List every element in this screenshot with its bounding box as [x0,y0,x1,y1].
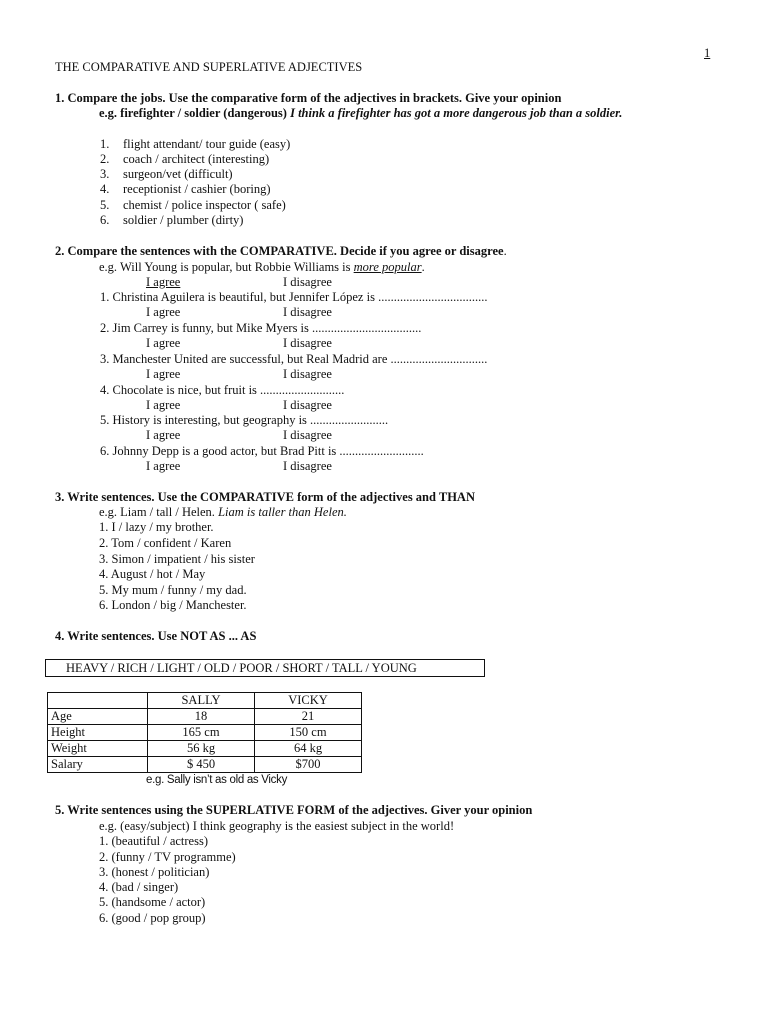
section-1-example-prefix: e.g. firefighter / soldier (dangerous) [99,106,287,120]
section-1-example [99,106,622,121]
page-title: THE COMPARATIVE AND SUPERLATIVE ADJECTIVES [55,60,363,74]
section-5-item: 6. (good / pop group) [99,911,206,925]
table-cell: $ 450 [148,757,255,773]
table-row-label: Height [48,725,148,741]
disagree-option[interactable]: I disagree [283,275,332,289]
table-header-row [48,693,362,709]
section-2-example-answer: more popular [353,260,422,274]
section-3-item: 5. My mum / funny / my dad. [99,583,247,597]
table-row [48,725,362,741]
section-3-item: 4. August / hot / May [99,567,206,581]
adjective-word-box [45,659,485,677]
agree-option[interactable]: I agree [146,428,181,442]
agree-option[interactable]: I agree [146,367,181,381]
section-5-item: 5. (handsome / actor) [99,895,206,909]
section-2-item: 5. History is interesting, but geography is ......................... [100,413,389,427]
section-2-item: 3. Manchester United are successful, but Real Madrid are ............................... [100,352,488,366]
table-row [48,709,362,725]
disagree-option[interactable]: I disagree [283,428,332,442]
section-3-example [99,505,347,520]
section-2-item: 4. Chocolate is nice, but fruit is ........................... [100,383,345,397]
section-3-example-prefix: e.g. Liam / tall / Helen. [99,505,215,519]
table-cell: 56 kg [148,741,255,757]
table-row-label: Salary [48,757,148,773]
section-1-item: 1. [100,137,110,151]
comparison-table [47,692,362,773]
section-1-example-answer: I think a firefighter has got a more dangerous job than a soldier. [290,106,623,120]
table-cell: 64 kg [255,741,362,757]
table-row [48,741,362,757]
section-4-heading: 4. Write sentences. Use NOT AS ... AS [55,629,257,643]
agree-option[interactable]: I agree [146,398,181,412]
disagree-option[interactable]: I disagree [283,367,332,381]
section-2-heading: 2. Compare the sentences with the COMPARATIVE. Decide if you agree or disagree. [55,244,507,258]
section-5-item: 1. (beautiful / actress) [99,834,208,848]
section-3-heading: 3. Write sentences. Use the COMPARATIVE form of the adjectives and THAN [55,490,475,504]
section-5-heading: 5. Write sentences using the SUPERLATIVE FORM of the adjectives. Giver your opinion [55,803,533,817]
table-header-cell: VICKY [255,693,362,709]
agree-option[interactable]: I agree [146,336,181,350]
section-3-item: 2. Tom / confident / Karen [99,536,232,550]
table-row [48,757,362,773]
section-1-item-text: flight attendant/ tour guide (easy) [123,137,291,151]
agree-option[interactable]: I agree [146,275,181,289]
section-1-item-text: surgeon/vet (difficult) [123,167,233,181]
section-1-heading: 1. Compare the jobs. Use the comparative form of the adjectives in brackets. Give your opinion [55,91,562,105]
section-2-item: 1. Christina Aguilera is beautiful, but Jennifer López is ................................... [100,290,488,304]
section-3-example-answer: Liam is taller than Helen. [218,505,347,519]
section-4-example: e.g. Sally isn’t as old as Vicky [146,774,288,786]
table-header-cell [48,693,148,709]
section-1-item: 3. [100,167,110,181]
table-cell: $700 [255,757,362,773]
section-5-example: e.g. (easy/subject) I think geography is the easiest subject in the world! [99,819,455,833]
section-2-item: 2. Jim Carrey is funny, but Mike Myers is ................................... [100,321,422,335]
section-5-item: 2. (funny / TV programme) [99,850,236,864]
section-3-item: 3. Simon / impatient / his sister [99,552,255,566]
table-row-label: Age [48,709,148,725]
adjective-word-list: HEAVY / RICH / LIGHT / OLD / POOR / SHORT / TALL / YOUNG [66,661,417,675]
table-cell: 18 [148,709,255,725]
section-1-item: 4. [100,182,110,196]
disagree-option[interactable]: I disagree [283,459,332,473]
agree-option[interactable]: I agree [146,459,181,473]
disagree-option[interactable]: I disagree [283,336,332,350]
section-1-item-text: soldier / plumber (dirty) [123,213,244,227]
page-number: 1 [704,46,711,60]
section-3-item: 1. I / lazy / my brother. [99,520,214,534]
section-1-item: 2. [100,152,110,166]
section-2-item: 6. Johnny Depp is a good actor, but Brad Pitt is ........................... [100,444,424,458]
section-5-item: 3. (honest / politician) [99,865,210,879]
section-3-item: 6. London / big / Manchester. [99,598,247,612]
disagree-option[interactable]: I disagree [283,398,332,412]
table-row-label: Weight [48,741,148,757]
section-2-example: e.g. Will Young is popular, but Robbie Williams is more popular. [99,260,425,274]
section-1-item: 5. [100,198,110,212]
table-cell: 150 cm [255,725,362,741]
disagree-option[interactable]: I disagree [283,305,332,319]
table-header-cell: SALLY [148,693,255,709]
table-cell: 165 cm [148,725,255,741]
section-1-item-text: receptionist / cashier (boring) [123,182,271,196]
agree-option[interactable]: I agree [146,305,181,319]
section-1-item: 6. [100,213,110,227]
table-cell: 21 [255,709,362,725]
section-2-example-prefix: e.g. Will Young is popular, but Robbie Williams is [99,260,351,274]
section-1-item-text: chemist / police inspector ( safe) [123,198,286,212]
section-5-item: 4. (bad / singer) [99,880,179,894]
section-1-item-text: coach / architect (interesting) [123,152,270,166]
